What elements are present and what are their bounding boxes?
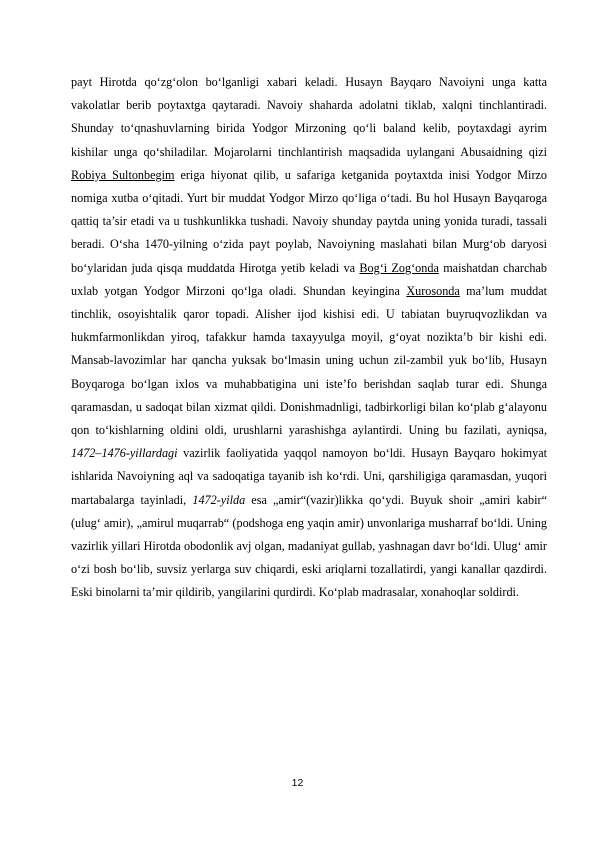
text-segment: eriga hiyonat qilib, u safariga ketganida poytaxtda inisi Yodgor Mirzo nomiga xutba o‘qitadi. Yurt bir muddat Yodgor Mirzo qo‘liga o‘tadi. Bu hol Husayn Bayqaroga qattiq ta’sir etadi va u tushkunlikka tushadi. Navoiy shunday paytda uning yonida turadi, tassali beradi. O‘sha 1470-yilning o‘zida payt poylab, Navoiyning maslahati bilan Murg‘ob daryosi bo‘ylaridan juda qisqa muddatda Hirotga yetib keladi va — [71, 167, 548, 275]
text-segment: esa „amir“(vazir)likka qo‘ydi. Buyuk shoir „amiri kabir“ (ulug‘ amir), „amirul muqarrab“ (podshoga eng yaqin amir) unvonlariga musharraf bo‘ldi. Uning vazirlik yillari Hirotda obodonlik avj olgan, madaniyat gullab, yashnagan davr bo‘ldi. Ulug‘ amir o‘zi bosh bo‘lib, suvsiz yerlarga suv chiqardi, eski ariqlarni tozallatirdi, yangi kanallar qazdirdi. Eski binolarni ta’mir qildirib, yangilarini qurdirdi. Ko‘plab madrasalar, xonahoqlar soldirdi. — [71, 492, 548, 600]
text-segment: maishatdan charchab uxlab yotgan Yodgor Mirzoni qo‘lga oladi. Shundan keyingina — [71, 260, 547, 298]
text-segment: payt Hirotda qo‘zg‘olon bo‘lganligi xabari keladi. Husayn Bayqaro Navoiyni unga katta vakolatlar berib poytaxtga qaytaradi. Navoiy shaharda adolatni tiklab, xalqni tinchlantiradi. Shunday to‘qnashuvlarning birida Yodgor Mirzoning qo‘li baland kelib, poytaxdagi ayrim kishilar unga qo‘shiladilar. Mojarolarni tinchlantirish maqsadida uylangani Abusaidning qizi — [71, 75, 547, 159]
document-page — [71, 71, 547, 605]
text-segment: ma’lum muddat tinchlik, osoyishtalik qaror topadi. Alisher ijod kishisi edi. U tabiatan buyruqvozlikdan va hukmfarmonlikdan yiroq, tafakkur hamda taxayyulga moyil, g‘oyat nozikta’b bir kishi edi. Mansab-lavozimlar har qancha yuksak bo‘lmasin uning uchun zil-zambil yuk bo‘lib, Husayn Boyqaroga bo‘lgan ixlos va muhabbatigina uni iste’fo berishdan saqlab turar edi. Shunga qaramasdan, u sadoqat bilan xizmat qildi. Donishmadnligi, tadbirkorligi bilan ko‘plab g‘alayonu qon to‘kishlarning oldini oldi, urushlarni yarashishga aylantirdi. Uning bu fazilati, ayniqsa, — [71, 283, 548, 438]
italic-years: 1472–1476-yillardagi — [71, 446, 178, 461]
text-segment: vazirlik faoliyatida yaqqol namoyon bo‘ldi. Husayn Bayqaro hokimyat ishlarida Navoiyning aql va sadoqatiga tayanib ish ko‘rdi. Uni, qarshiligiga qaramasdan, yuqori martabalarga tayinladi, — [71, 446, 547, 507]
link-bogi-zogon[interactable]: Bog‘i Zog‘onda — [359, 260, 439, 275]
italic-year: 1472-yilda — [192, 492, 246, 507]
page-number: 12 — [291, 777, 304, 789]
link-xuroson[interactable]: Xurosonda — [406, 283, 460, 298]
link-robiya-sultonbegim[interactable]: Robiya Sultonbegim — [71, 167, 175, 182]
body-paragraph — [71, 71, 547, 605]
